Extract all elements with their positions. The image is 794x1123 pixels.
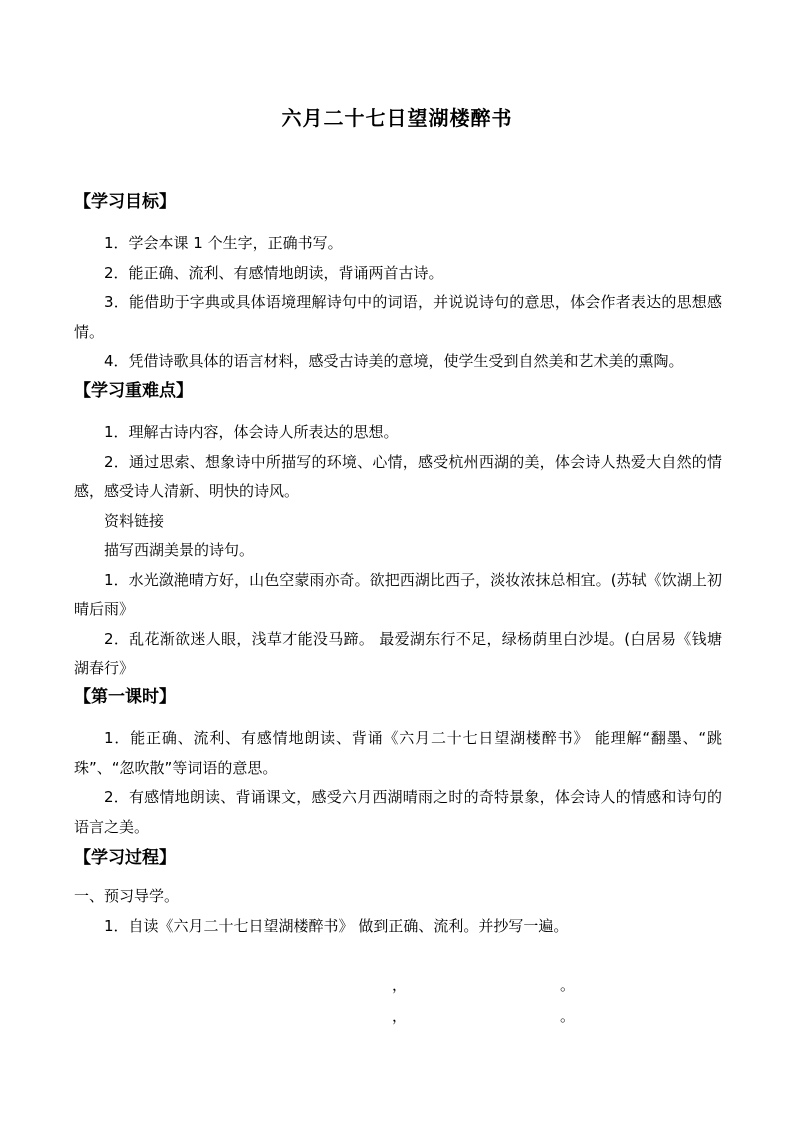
process-step-1: 一、预习导学。 (74, 887, 180, 905)
goals-heading: 【学习目标】 (74, 192, 176, 212)
resource-intro: 描写西湖美景的诗句。 (104, 541, 255, 559)
blank-line-2-period: 。 (560, 1007, 576, 1025)
goal-item-3: 3．能借助于字典或具体语境理解诗句中的词语，并说说诗句的意思，体会作者表达的思想感情。 (74, 293, 722, 341)
key-point-item-1: 1．理解古诗内容，体会诗人所表达的思想。 (104, 423, 399, 441)
page-title: 六月二十七日望湖楼醉书 (281, 106, 513, 130)
goal-item-4: 4．凭借诗歌具体的语言材料，感受古诗美的意境，使学生受到自然美和艺术美的熏陶。 (104, 352, 684, 370)
key-points-heading: 【学习重难点】 (74, 381, 193, 401)
key-point-item-2: 2．通过思索、想象诗中所描写的环境、心情，感受杭州西湖的美，体会诗人热爱大自然的情感，感受诗人清新、明快的诗风。 (74, 452, 722, 500)
first-lesson-heading: 【第一课时】 (74, 687, 176, 707)
process-step-1-item: 1．自读《六月二十七日望湖楼醉书》 做到正确、流利。并抄写一遍。 (104, 916, 569, 935)
first-lesson-item-1: 1．能正确、流利、有感情地朗读、背诵《六月二十七日望湖楼醉书》 能理解“翻墨、“跳珠”、“忽吹散”等词语的意思。 (74, 729, 722, 777)
poem-line-1: 1．水光潋滟晴方好，山色空蒙雨亦奇。欲把西湖比西子，淡妆浓抹总相宜。(苏轼《饮湖上初晴后雨》 (74, 570, 722, 618)
goal-item-2: 2．能正确、流利、有感情地朗读，背诵两首古诗。 (104, 263, 444, 282)
blank-line-1-comma: ， (392, 976, 408, 994)
resource-label: 资料链接 (104, 511, 165, 530)
process-heading: 【学习过程】 (74, 848, 176, 868)
first-lesson-item-2: 2．有感情地朗读、背诵课文，感受六月西湖晴雨之时的奇特景象，体会诗人的情感和诗句的语言之美。 (74, 788, 722, 836)
blank-line-2-comma: ， (392, 1007, 408, 1025)
blank-line-1-period: 。 (560, 976, 576, 994)
goal-item-1: 1．学会本课 1 个生字，正确书写。 (104, 234, 343, 252)
poem-line-2: 2．乱花渐欲迷人眼，浅草才能没马蹄。 最爱湖东行不足，绿杨荫里白沙堤。(白居易《钱塘湖春行》 (74, 629, 722, 677)
